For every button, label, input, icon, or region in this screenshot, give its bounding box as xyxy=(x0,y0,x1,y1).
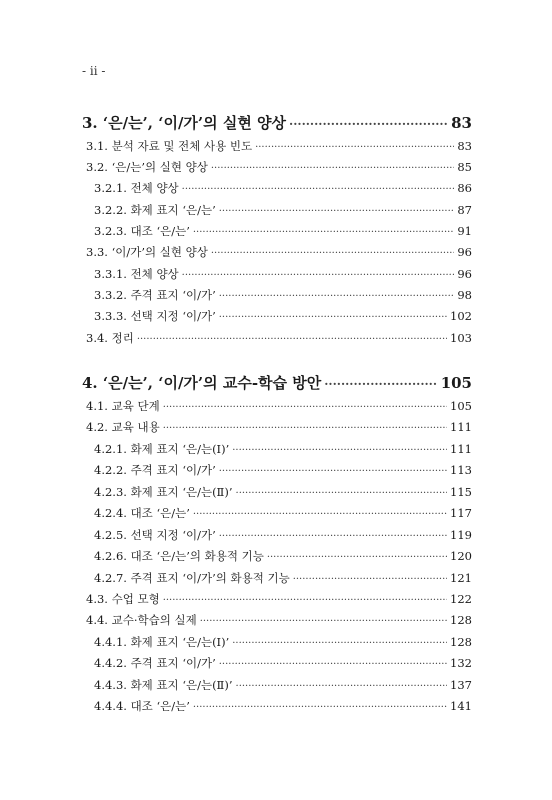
toc-entry-page: 85 xyxy=(457,160,472,174)
toc-entry-page: 105 xyxy=(450,399,472,413)
toc-entry-title: 3.2.1. 전체 양상 xyxy=(94,181,179,195)
toc-entry-page: 87 xyxy=(457,203,472,217)
toc-entry-page: 119 xyxy=(450,528,472,542)
toc-entry-row xyxy=(86,398,472,414)
dot-leader xyxy=(182,270,455,281)
toc-entry-title: 3.3.1. 전체 양상 xyxy=(94,267,179,281)
toc-entry-row xyxy=(94,677,472,693)
toc-entry-page: 141 xyxy=(450,699,472,713)
toc-entry-title: 4.2.4. 대조 ‘은/는’ xyxy=(94,506,190,520)
dot-leader xyxy=(193,702,447,713)
toc-entry-title: 4.4.4. 대조 ‘은/는’ xyxy=(94,699,190,713)
toc-entry-row xyxy=(94,570,472,586)
toc-entry-title: 3.2.3. 대조 ‘은/는’ xyxy=(94,224,190,238)
toc-entry-page: 98 xyxy=(457,288,472,302)
toc-entry-title: 4.4.2. 주격 표지 ‘이/가’ xyxy=(94,656,216,670)
dot-leader xyxy=(211,248,455,259)
toc-entry-row xyxy=(86,591,472,607)
toc-entry-title: 4.4.3. 화제 표지 ‘은/는(Ⅱ)’ xyxy=(94,678,233,692)
toc-entry-title: 3.1. 분석 자료 및 전체 사용 빈도 xyxy=(86,139,253,153)
toc-entry-title: 4.2. 교육 내용 xyxy=(86,420,160,434)
toc-entry-page: 111 xyxy=(450,420,472,434)
dot-leader xyxy=(219,466,447,477)
dot-leader xyxy=(200,616,447,627)
toc-entry-row xyxy=(94,266,472,282)
toc-entry-row xyxy=(94,287,472,303)
toc-entry-title: 4.2.2. 주격 표지 ‘이/가’ xyxy=(94,463,216,477)
toc-entry-row xyxy=(94,548,472,564)
dot-leader xyxy=(236,488,448,499)
toc-entry-title: 3. ‘은/는’, ‘이/가’의 실현 양상 xyxy=(82,114,287,132)
dot-leader xyxy=(232,638,447,649)
toc-entry-page: 137 xyxy=(450,678,472,692)
toc-entry-row xyxy=(86,612,472,628)
dot-leader xyxy=(293,574,447,585)
dot-leader xyxy=(182,184,455,195)
toc-entry-page: 102 xyxy=(450,309,472,323)
toc-entry-title: 4.4. 교수·학습의 실제 xyxy=(86,613,197,627)
toc-entry-page: 91 xyxy=(457,224,472,238)
dot-leader xyxy=(219,531,447,542)
dot-leader xyxy=(163,402,447,413)
toc-entry-title: 4. ‘은/는’, ‘이/가’의 교수-학습 방안 xyxy=(82,374,322,392)
toc-entry-title: 4.4.1. 화제 표지 ‘은/는(Ⅰ)’ xyxy=(94,635,230,649)
toc-entry-row xyxy=(86,138,472,154)
toc-entry-page: 103 xyxy=(450,331,472,345)
toc-entry-row xyxy=(94,527,472,543)
toc-entry-title: 4.3. 수업 모형 xyxy=(86,592,160,606)
toc-entry-page: 83 xyxy=(457,139,472,153)
dot-leader xyxy=(219,312,447,323)
toc-entry-title: 3.2.2. 화제 표지 ‘은/는’ xyxy=(94,203,216,217)
dot-leader xyxy=(219,659,447,670)
dot-leader xyxy=(193,509,447,520)
toc-chapter-row xyxy=(82,112,472,132)
dot-leader xyxy=(163,423,447,434)
toc-entry-page: 111 xyxy=(450,442,472,456)
dot-leader xyxy=(193,227,455,238)
toc-entry-row xyxy=(94,223,472,239)
toc-entry-title: 4.2.1. 화제 표지 ‘은/는(Ⅰ)’ xyxy=(94,442,230,456)
toc-entry-row xyxy=(86,419,472,435)
dot-leader xyxy=(255,142,454,153)
toc-entry-row xyxy=(86,330,472,346)
dot-leader xyxy=(163,595,447,606)
toc-entry-title: 3.4. 정리 xyxy=(86,331,134,345)
toc-entry-title: 4.2.7. 주격 표지 ‘이/가’의 화용적 기능 xyxy=(94,571,290,585)
toc-entry-page: 105 xyxy=(440,374,472,392)
toc-entry-title: 4.2.6. 대조 ‘은/는’의 화용적 기능 xyxy=(94,549,264,563)
dot-leader xyxy=(219,291,455,302)
dot-leader xyxy=(211,163,455,174)
page-number: - ii - xyxy=(82,64,106,78)
toc-entry-page: 117 xyxy=(450,506,472,520)
toc-entry-page: 86 xyxy=(457,181,472,195)
dot-leader xyxy=(267,552,447,563)
toc-entry-row xyxy=(94,655,472,671)
toc-entry-title: 3.3.3. 선택 지정 ‘이/가’ xyxy=(94,309,216,323)
toc-entry-page: 96 xyxy=(457,267,472,281)
toc-entry-row xyxy=(94,484,472,500)
toc-entry-title: 3.3. ‘이/가’의 실현 양상 xyxy=(86,245,208,259)
toc-entry-row xyxy=(94,634,472,650)
toc-entry-title: 4.1. 교육 단계 xyxy=(86,399,160,413)
toc-entry-row xyxy=(94,462,472,478)
toc-entry-page: 96 xyxy=(457,245,472,259)
toc-entry-page: 122 xyxy=(450,592,472,606)
dot-leader xyxy=(219,206,455,217)
toc-entry-page: 132 xyxy=(450,656,472,670)
toc-entry-page: 120 xyxy=(450,549,472,563)
toc-entry-page: 83 xyxy=(451,114,472,132)
toc-chapter-row xyxy=(82,372,472,392)
toc-entry-row xyxy=(94,308,472,324)
dot-leader xyxy=(137,334,447,345)
toc-entry-page: 128 xyxy=(450,613,472,627)
toc-entry-row xyxy=(94,180,472,196)
toc-entry-page: 121 xyxy=(450,571,472,585)
dot-leader xyxy=(236,681,448,692)
dot-leader xyxy=(324,377,437,391)
toc-entry-row xyxy=(94,202,472,218)
dot-leader xyxy=(232,445,447,456)
toc-entry-title: 4.2.5. 선택 지정 ‘이/가’ xyxy=(94,528,216,542)
toc-entry-page: 113 xyxy=(450,463,472,477)
toc-entry-page: 128 xyxy=(450,635,472,649)
dot-leader xyxy=(289,117,448,131)
toc-entry-row xyxy=(94,441,472,457)
toc-entry-title: 3.3.2. 주격 표지 ‘이/가’ xyxy=(94,288,216,302)
toc-entry-row xyxy=(86,244,472,260)
toc-entry-page: 115 xyxy=(450,485,472,499)
toc-entry-row xyxy=(86,159,472,175)
toc-entry-row xyxy=(94,698,472,714)
toc-entry-title: 4.2.3. 화제 표지 ‘은/는(Ⅱ)’ xyxy=(94,485,233,499)
toc-entry-title: 3.2. ‘은/는’의 실현 양상 xyxy=(86,160,208,174)
toc-entry-row xyxy=(94,505,472,521)
